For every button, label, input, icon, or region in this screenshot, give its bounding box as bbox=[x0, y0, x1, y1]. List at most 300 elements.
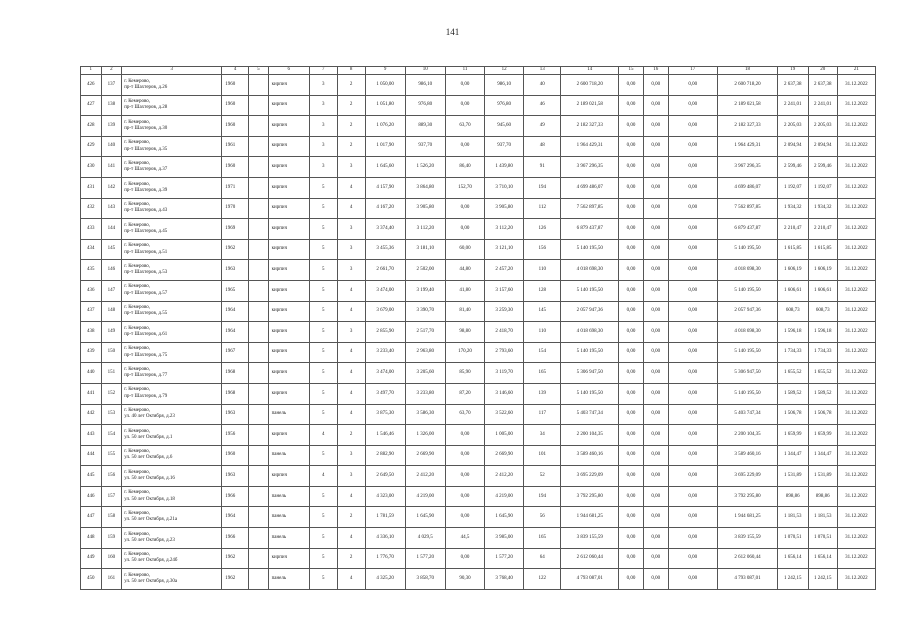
table-cell: 4 bbox=[337, 198, 365, 219]
table-cell: 86,40 bbox=[445, 157, 484, 178]
column-header: 6 bbox=[268, 67, 309, 75]
table-cell: 1969 bbox=[222, 219, 249, 240]
table-cell: 44,80 bbox=[445, 260, 484, 281]
table-cell: 31.12.2022 bbox=[837, 239, 875, 260]
table-cell: 194 bbox=[524, 177, 561, 198]
table-row bbox=[81, 157, 876, 178]
table-cell: 898,86 bbox=[808, 486, 837, 507]
table-cell: 31.12.2022 bbox=[837, 95, 875, 116]
table-cell: 31.12.2022 bbox=[837, 198, 875, 219]
table-cell: 1964 bbox=[222, 507, 249, 528]
table-cell: 5 140 195,50 bbox=[718, 239, 778, 260]
table-cell: 147 bbox=[101, 280, 122, 301]
table-cell: панель bbox=[268, 486, 309, 507]
table-cell: 60,00 bbox=[445, 239, 484, 260]
table-cell: 49 bbox=[524, 116, 561, 137]
column-header: 4 bbox=[222, 67, 249, 75]
table-cell: 5 bbox=[309, 177, 337, 198]
table-cell: 976,80 bbox=[485, 95, 524, 116]
table-cell: 1956 bbox=[222, 425, 249, 446]
table-row bbox=[81, 404, 876, 425]
table-cell: 31.12.2022 bbox=[837, 136, 875, 157]
table-cell: 0,00 bbox=[445, 198, 484, 219]
table-cell: 137 bbox=[101, 75, 122, 96]
table-cell bbox=[249, 548, 269, 569]
table-cell: 3 bbox=[337, 260, 365, 281]
table-cell: 5 bbox=[309, 486, 337, 507]
column-header: 12 bbox=[485, 67, 524, 75]
table-cell: 0,00 bbox=[668, 569, 717, 590]
table-cell: 1 659,99 bbox=[777, 425, 808, 446]
table-cell: 155 bbox=[101, 445, 122, 466]
table-row bbox=[81, 95, 876, 116]
table-cell: 3 bbox=[309, 75, 337, 96]
table-cell: 5 bbox=[309, 445, 337, 466]
table-cell: кирпич bbox=[268, 219, 309, 240]
table-cell: 2 612 060,44 bbox=[561, 548, 619, 569]
table-cell: 433 bbox=[81, 219, 102, 240]
table-cell: 1 051,80 bbox=[365, 95, 405, 116]
table-cell: кирпич bbox=[268, 198, 309, 219]
table-cell: 0,00 bbox=[643, 280, 668, 301]
column-header: 13 bbox=[524, 67, 561, 75]
table-cell: 0,00 bbox=[619, 363, 644, 384]
table-cell: 427 bbox=[81, 95, 102, 116]
table-cell: кирпич bbox=[268, 301, 309, 322]
table-cell: 170,20 bbox=[445, 342, 484, 363]
table-row bbox=[81, 239, 876, 260]
table-cell: 0,00 bbox=[668, 342, 717, 363]
table-row bbox=[81, 425, 876, 446]
table-row bbox=[81, 486, 876, 507]
table-cell: 432 bbox=[81, 198, 102, 219]
table-cell: 1965 bbox=[222, 280, 249, 301]
table-cell: 0,00 bbox=[643, 528, 668, 549]
table-cell: 1 070,51 bbox=[808, 528, 837, 549]
table-cell: 0,00 bbox=[619, 383, 644, 404]
table-cell: 0,00 bbox=[643, 322, 668, 343]
table-row bbox=[81, 198, 876, 219]
table-cell: 157 bbox=[101, 486, 122, 507]
table-cell: 145 bbox=[101, 239, 122, 260]
table-cell: 1 506,78 bbox=[808, 404, 837, 425]
table-cell: 1 344,47 bbox=[777, 445, 808, 466]
table-cell: 3 112,20 bbox=[485, 219, 524, 240]
table-cell: 5 bbox=[309, 569, 337, 590]
table-cell: 2 599,46 bbox=[808, 157, 837, 178]
table-cell: 1967 bbox=[222, 342, 249, 363]
table-cell: 5 140 195,50 bbox=[561, 342, 619, 363]
table-cell: г. Кемерово, пр-т Шахтеров, д.77 bbox=[122, 363, 222, 384]
table-cell: 0,00 bbox=[643, 239, 668, 260]
table-cell: 1971 bbox=[222, 177, 249, 198]
table-cell: 986,10 bbox=[405, 75, 445, 96]
table-cell: 3 679,00 bbox=[365, 301, 405, 322]
table-cell: г. Кемерово, пр-т Шахтеров, д.75 bbox=[122, 342, 222, 363]
table-cell: 40 bbox=[524, 75, 561, 96]
table-cell: кирпич bbox=[268, 177, 309, 198]
table-cell: 3 474,00 bbox=[365, 363, 405, 384]
table-cell: 1 934,32 bbox=[808, 198, 837, 219]
table-cell: г. Кемерово, ул. 50 лет Октября, д.1 bbox=[122, 425, 222, 446]
table-cell: 0,00 bbox=[619, 177, 644, 198]
table-cell: 161 bbox=[101, 569, 122, 590]
table-cell: 3 bbox=[309, 157, 337, 178]
table-cell: 2 457,20 bbox=[485, 260, 524, 281]
table-cell: 0,00 bbox=[668, 507, 717, 528]
table-cell: 1 526,20 bbox=[405, 157, 445, 178]
table-cell bbox=[249, 486, 269, 507]
table-cell: 0,00 bbox=[668, 322, 717, 343]
table-cell: 5 bbox=[309, 280, 337, 301]
table-cell: 5 bbox=[309, 239, 337, 260]
table-cell: 1970 bbox=[222, 198, 249, 219]
table-cell: 0,00 bbox=[668, 383, 717, 404]
table-row bbox=[81, 507, 876, 528]
table-cell bbox=[249, 322, 269, 343]
table-cell: 0,00 bbox=[643, 466, 668, 487]
table-cell: г. Кемерово, ул. 50 лет Октября, д.18 bbox=[122, 486, 222, 507]
table-cell: 145 bbox=[524, 301, 561, 322]
table-cell: 5 403 747,34 bbox=[561, 404, 619, 425]
table-cell: 31.12.2022 bbox=[837, 280, 875, 301]
table-cell bbox=[249, 425, 269, 446]
table-cell: г. Кемерово, пр-т Шахтеров, д.28 bbox=[122, 95, 222, 116]
table-cell: 4 325,20 bbox=[365, 569, 405, 590]
table-cell: 4 018 698,30 bbox=[718, 322, 778, 343]
table-cell: 2 637,38 bbox=[777, 75, 808, 96]
table-cell: 0,00 bbox=[668, 528, 717, 549]
table-cell: 0,00 bbox=[643, 363, 668, 384]
table-cell bbox=[249, 466, 269, 487]
table-cell: 4 336,10 bbox=[365, 528, 405, 549]
table-cell: 0,00 bbox=[445, 548, 484, 569]
table-cell: 3 119,70 bbox=[485, 363, 524, 384]
table-cell: 0,00 bbox=[619, 569, 644, 590]
table-cell: 1 781,59 bbox=[365, 507, 405, 528]
table-cell: 2 210,47 bbox=[777, 219, 808, 240]
table-cell: 144 bbox=[101, 219, 122, 240]
table-cell: 2 412,20 bbox=[405, 466, 445, 487]
table-cell: 0,00 bbox=[668, 239, 717, 260]
table-cell: 0,00 bbox=[619, 95, 644, 116]
table-cell: 4 bbox=[309, 425, 337, 446]
table-cell: 4 793 087,01 bbox=[718, 569, 778, 590]
table-cell: 2 599,46 bbox=[777, 157, 808, 178]
table-cell: 5 140 195,50 bbox=[718, 342, 778, 363]
housing-table bbox=[80, 66, 876, 590]
table-cell: 1 934,32 bbox=[777, 198, 808, 219]
table-cell: 3 695 229,09 bbox=[718, 466, 778, 487]
column-header: 18 bbox=[718, 67, 778, 75]
table-cell: 0,00 bbox=[668, 363, 717, 384]
table-cell: 139 bbox=[524, 383, 561, 404]
table-cell: 3 259,30 bbox=[485, 301, 524, 322]
table-cell: 2 669,90 bbox=[485, 445, 524, 466]
table-cell: 3 967 296,35 bbox=[561, 157, 619, 178]
table-cell: 0,00 bbox=[445, 75, 484, 96]
table-cell: 0,00 bbox=[643, 116, 668, 137]
table-cell: 1 192,07 bbox=[808, 177, 837, 198]
table-cell: 1962 bbox=[222, 569, 249, 590]
table-cell: 1 659,99 bbox=[808, 425, 837, 446]
table-cell: 1 606,19 bbox=[777, 260, 808, 281]
table-cell: 154 bbox=[524, 342, 561, 363]
table-cell: г. Кемерово, ул. 50 лет Октября, д.23 bbox=[122, 528, 222, 549]
table-cell: 1963 bbox=[222, 260, 249, 281]
table-cell: 4 bbox=[337, 363, 365, 384]
table-cell: 445 bbox=[81, 466, 102, 487]
table-cell: 0,00 bbox=[643, 507, 668, 528]
table-cell: 2 612 060,44 bbox=[718, 548, 778, 569]
table-cell: 1 577,20 bbox=[405, 548, 445, 569]
table-cell: 2 882,90 bbox=[365, 445, 405, 466]
table-cell: 31.12.2022 bbox=[837, 157, 875, 178]
table-cell: 4 bbox=[337, 404, 365, 425]
table-cell: 81,40 bbox=[445, 301, 484, 322]
table-cell: 937,70 bbox=[485, 136, 524, 157]
table-cell: 31.12.2022 bbox=[837, 219, 875, 240]
table-cell: 0,00 bbox=[668, 136, 717, 157]
table-cell: 3 bbox=[337, 239, 365, 260]
table-cell: 0,00 bbox=[643, 157, 668, 178]
table-cell: 1 645,60 bbox=[365, 157, 405, 178]
table-cell: 1 439,80 bbox=[485, 157, 524, 178]
table-cell: 0,00 bbox=[668, 548, 717, 569]
table-cell: 428 bbox=[81, 116, 102, 137]
column-header: 15 bbox=[619, 67, 644, 75]
table-cell: 1968 bbox=[222, 383, 249, 404]
table-row bbox=[81, 136, 876, 157]
table-cell: 1960 bbox=[222, 75, 249, 96]
table-cell: г. Кемерово, пр-т Шахтеров, д.61 bbox=[122, 322, 222, 343]
table-cell: 608,73 bbox=[777, 301, 808, 322]
table-cell: 2 600 718,20 bbox=[718, 75, 778, 96]
table-cell: 2 600 718,20 bbox=[561, 75, 619, 96]
table-row bbox=[81, 466, 876, 487]
table-cell: 0,00 bbox=[619, 280, 644, 301]
table-cell: 0,00 bbox=[619, 136, 644, 157]
table-cell bbox=[249, 116, 269, 137]
table-cell: 2 855,90 bbox=[365, 322, 405, 343]
table-cell: 3 390,70 bbox=[405, 301, 445, 322]
table-cell: 3 bbox=[309, 116, 337, 137]
table-cell: 1961 bbox=[222, 136, 249, 157]
table-cell: г. Кемерово, пр-т Шахтеров, д.51 bbox=[122, 239, 222, 260]
table-cell: 1 645,90 bbox=[405, 507, 445, 528]
table-cell: 1966 bbox=[222, 486, 249, 507]
table-cell: 98,80 bbox=[445, 322, 484, 343]
table-cell: 152,70 bbox=[445, 177, 484, 198]
table-cell: 2 182 327,33 bbox=[561, 116, 619, 137]
table-cell: 4 029,5 bbox=[405, 528, 445, 549]
table-row bbox=[81, 569, 876, 590]
table-cell: 889,30 bbox=[405, 116, 445, 137]
table-cell: 31.12.2022 bbox=[837, 383, 875, 404]
table-cell: 0,00 bbox=[643, 383, 668, 404]
table-cell: 0,00 bbox=[668, 260, 717, 281]
table-row bbox=[81, 116, 876, 137]
table-cell: 3 199,40 bbox=[405, 280, 445, 301]
table-cell: 5 bbox=[309, 301, 337, 322]
table-cell: 122 bbox=[524, 569, 561, 590]
table-cell: 2 094,94 bbox=[808, 136, 837, 157]
table-cell: 3 768,40 bbox=[485, 569, 524, 590]
table-cell: 0,00 bbox=[619, 239, 644, 260]
table-cell: 1966 bbox=[222, 528, 249, 549]
table-cell: 1 326,00 bbox=[405, 425, 445, 446]
table-cell: 1 655,52 bbox=[808, 363, 837, 384]
table-cell: 2 793,60 bbox=[485, 342, 524, 363]
table-cell: 0,00 bbox=[619, 548, 644, 569]
table-cell: 3 bbox=[337, 322, 365, 343]
table-cell bbox=[249, 342, 269, 363]
table-cell: 1 589,52 bbox=[808, 383, 837, 404]
table-cell: кирпич bbox=[268, 280, 309, 301]
table-cell: 31.12.2022 bbox=[837, 569, 875, 590]
table-cell: 450 bbox=[81, 569, 102, 590]
table-cell bbox=[249, 280, 269, 301]
table-cell: 4 018 698,30 bbox=[718, 260, 778, 281]
column-header: 11 bbox=[445, 67, 484, 75]
table-cell: 2 bbox=[337, 95, 365, 116]
table-cell: 110 bbox=[524, 322, 561, 343]
column-header: 21 bbox=[837, 67, 875, 75]
table-cell: 5 306 947,50 bbox=[561, 363, 619, 384]
table-cell bbox=[249, 157, 269, 178]
table-cell: 1 192,07 bbox=[777, 177, 808, 198]
table-cell: 1 577,20 bbox=[485, 548, 524, 569]
column-header: 5 bbox=[249, 67, 269, 75]
table-cell: 2 963,80 bbox=[405, 342, 445, 363]
table-cell: 146 bbox=[101, 260, 122, 281]
column-header: 19 bbox=[777, 67, 808, 75]
table-cell: г. Кемерово, ул. 50 лет Октября, д.16 bbox=[122, 466, 222, 487]
table-cell: 0,00 bbox=[668, 116, 717, 137]
column-header: 3 bbox=[122, 67, 222, 75]
table-cell: панель bbox=[268, 569, 309, 590]
table-cell: кирпич bbox=[268, 260, 309, 281]
table-cell: 3 112,20 bbox=[405, 219, 445, 240]
table-cell: 1 615,85 bbox=[777, 239, 808, 260]
table-cell: 4 018 698,30 bbox=[561, 260, 619, 281]
table-cell: 443 bbox=[81, 425, 102, 446]
column-header: 9 bbox=[365, 67, 405, 75]
table-cell: 2 182 327,33 bbox=[718, 116, 778, 137]
table-cell: 5 140 195,50 bbox=[561, 383, 619, 404]
column-header: 16 bbox=[643, 67, 668, 75]
table-cell: 0,00 bbox=[668, 198, 717, 219]
table-cell: 3 146,60 bbox=[485, 383, 524, 404]
table-cell: 91 bbox=[524, 157, 561, 178]
table-cell: 34 bbox=[524, 425, 561, 446]
table-cell: 4 bbox=[337, 280, 365, 301]
header-row bbox=[81, 67, 876, 75]
table-cell: 5 306 947,50 bbox=[718, 363, 778, 384]
column-header: 10 bbox=[405, 67, 445, 75]
table-cell: 2 502,00 bbox=[405, 260, 445, 281]
table-cell: 4 157,90 bbox=[365, 177, 405, 198]
table-cell: панель bbox=[268, 404, 309, 425]
table-cell: 1963 bbox=[222, 466, 249, 487]
table-cell: кирпич bbox=[268, 466, 309, 487]
table-cell: 3 157,60 bbox=[485, 280, 524, 301]
table-cell: 3 233,40 bbox=[365, 342, 405, 363]
table-cell: 31.12.2022 bbox=[837, 260, 875, 281]
table-cell: г. Кемерово, ул. 50 лет Октября, д.6 bbox=[122, 445, 222, 466]
table-cell: 153 bbox=[101, 404, 122, 425]
table-cell: 4 bbox=[337, 383, 365, 404]
table-cell: 1 606,61 bbox=[777, 280, 808, 301]
table-cell: 898,86 bbox=[777, 486, 808, 507]
table-cell: 128 bbox=[524, 280, 561, 301]
table-cell: 2 241,01 bbox=[777, 95, 808, 116]
table-cell: кирпич bbox=[268, 363, 309, 384]
table-cell: 608,73 bbox=[808, 301, 837, 322]
table-cell: 6 879 437,87 bbox=[718, 219, 778, 240]
table-cell: 5 bbox=[309, 528, 337, 549]
table-cell: 1964 bbox=[222, 301, 249, 322]
table-cell: 90,30 bbox=[445, 569, 484, 590]
table-cell: 0,00 bbox=[668, 157, 717, 178]
table-cell bbox=[249, 239, 269, 260]
table-cell: 5 bbox=[309, 342, 337, 363]
table-cell: 2 bbox=[337, 425, 365, 446]
table-cell bbox=[249, 569, 269, 590]
table-cell: 1 734,33 bbox=[777, 342, 808, 363]
table-cell: 31.12.2022 bbox=[837, 425, 875, 446]
table-cell bbox=[249, 383, 269, 404]
table-cell: 4 bbox=[337, 486, 365, 507]
table-cell: 1962 bbox=[222, 548, 249, 569]
table-cell: 110 bbox=[524, 260, 561, 281]
table-cell: 2 669,90 bbox=[405, 445, 445, 466]
table-cell: 1 344,47 bbox=[808, 445, 837, 466]
table-cell: 2 637,38 bbox=[808, 75, 837, 96]
table-cell: 151 bbox=[101, 363, 122, 384]
table-cell: 0,00 bbox=[643, 425, 668, 446]
table-cell: 31.12.2022 bbox=[837, 486, 875, 507]
table-cell: 4 bbox=[337, 528, 365, 549]
table-cell: 2 057 947,36 bbox=[718, 301, 778, 322]
table-cell: г. Кемерово, ул. 50 лет Октября, д.21а bbox=[122, 507, 222, 528]
table-cell: 3 455,36 bbox=[365, 239, 405, 260]
table-cell: 3 522,60 bbox=[485, 404, 524, 425]
table-cell: 1 944 681,25 bbox=[718, 507, 778, 528]
table-cell: 2 057 947,36 bbox=[561, 301, 619, 322]
table-cell: 3 905,80 bbox=[485, 198, 524, 219]
table-cell: 3 bbox=[337, 445, 365, 466]
table-cell: 435 bbox=[81, 260, 102, 281]
table-cell: 4 219,00 bbox=[405, 486, 445, 507]
table-cell: 0,00 bbox=[643, 198, 668, 219]
table-cell: 3 864,80 bbox=[405, 177, 445, 198]
column-header: 20 bbox=[808, 67, 837, 75]
table-cell: 0,00 bbox=[619, 486, 644, 507]
table-cell: 0,00 bbox=[445, 219, 484, 240]
table-cell: 3 bbox=[337, 157, 365, 178]
table-cell: 31.12.2022 bbox=[837, 548, 875, 569]
table-row bbox=[81, 363, 876, 384]
table-cell: 2 bbox=[337, 136, 365, 157]
table-cell: 2 649,50 bbox=[365, 466, 405, 487]
table-cell: 140 bbox=[101, 136, 122, 157]
table-cell: 0,00 bbox=[668, 466, 717, 487]
table-cell: 5 bbox=[309, 260, 337, 281]
table-cell: г. Кемерово, пр-т Шахтеров, д.43 bbox=[122, 198, 222, 219]
table-cell: 2 bbox=[337, 75, 365, 96]
table-cell: 1963 bbox=[222, 404, 249, 425]
